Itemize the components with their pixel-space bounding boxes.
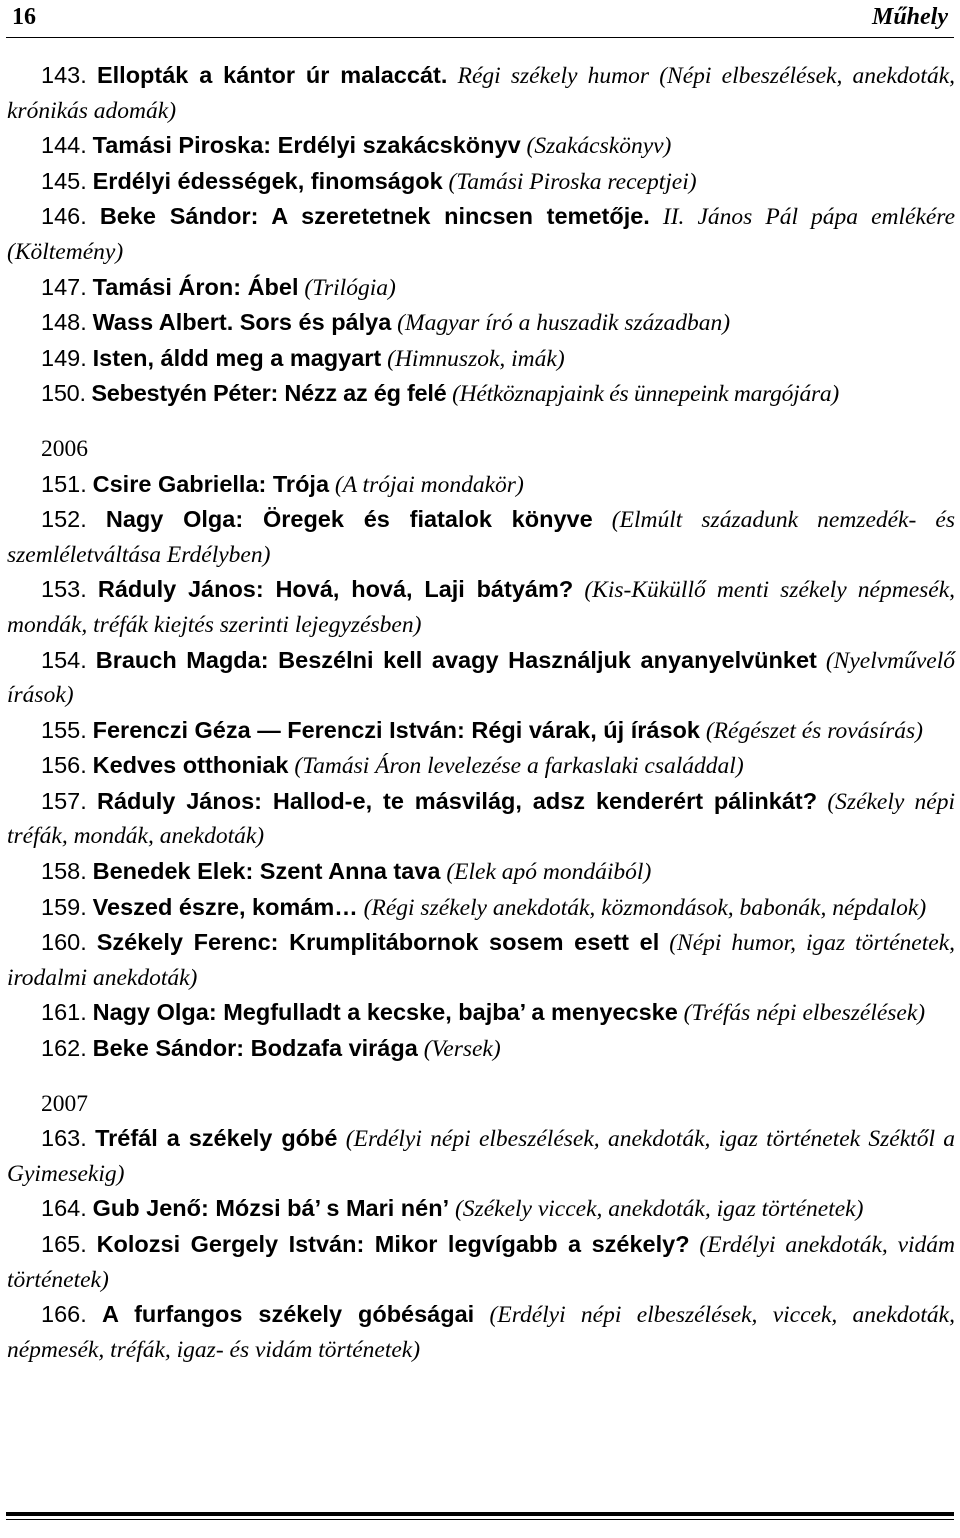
entry-number: 157. <box>41 787 87 814</box>
footer-rule-thin <box>6 1519 954 1520</box>
entry-title: Nagy Olga: Megfulladt a kecske, bajba’ a menyecske <box>92 999 678 1026</box>
list-item <box>7 376 955 412</box>
list-item <box>7 467 955 503</box>
entry-number: 159. <box>41 893 87 920</box>
entry-number: 158. <box>41 858 87 885</box>
list-item <box>7 199 955 269</box>
entry-title: Kedves otthoniak <box>92 752 289 779</box>
section-2007 <box>7 1087 955 1368</box>
list-item <box>7 784 955 854</box>
entry-note: (Elmúlt századunk nemzedék- és szemléletváltása Erdélyben) <box>7 507 956 568</box>
list-item <box>7 854 955 890</box>
entry-number: 151. <box>41 470 87 497</box>
entry-number: 143. <box>41 62 87 88</box>
entry-number: 154. <box>41 646 87 673</box>
entry-number: 165. <box>41 1231 87 1257</box>
entry-title: Veszed észre, komám… <box>92 893 358 920</box>
year-heading: 2007 <box>41 1090 88 1117</box>
entry-note: (A trójai mondakör) <box>334 471 524 498</box>
entry-title: Isten, áldd meg a magyart <box>92 344 382 371</box>
entry-title: Székely Ferenc: Krumplitábornok sosem esett el <box>96 929 660 956</box>
entry-note: (Elek apó mondáiból) <box>446 859 652 886</box>
entry-title: Sebestyén Péter: Nézz az ég felé <box>91 380 447 407</box>
entry-title: Erdélyi édességek, finomságok <box>92 167 443 194</box>
entry-title: Tamási Piroska: Erdélyi szakácskönyv <box>92 132 521 159</box>
entry-title: Nagy Olga: Öregek és fiatalok könyve <box>105 506 593 533</box>
entry-note: (Himnuszok, imák) <box>387 345 565 372</box>
header-rule <box>6 37 954 38</box>
entry-number: 149. <box>41 344 87 371</box>
page-header <box>8 2 952 38</box>
entry-title: A furfangos székely góbéságai <box>102 1301 475 1328</box>
entry-title: Kolozsi Gergely István: Mikor legvígabb a székely? <box>96 1231 690 1257</box>
entry-note: (Hétköznapjaink és ünnepeink margójára) <box>452 381 839 408</box>
list-item <box>7 270 955 306</box>
entry-number: 155. <box>41 716 87 743</box>
entry-title: Ellopták a kántor úr malaccát. <box>96 62 448 88</box>
entry-title: Ráduly János: Hallod-e, te másvilág, adsz kenderért pálinkát? <box>97 787 818 814</box>
entry-note: Régi székely humor (Népi elbeszélések, anekdoták, krónikás adomák) <box>7 63 956 124</box>
entry-number: 152. <box>41 506 87 533</box>
entry-number: 161. <box>41 999 87 1026</box>
entry-number: 164. <box>41 1195 87 1222</box>
entry-title: Csire Gabriella: Trója <box>92 470 330 497</box>
entry-note: (Szakácskönyv) <box>526 133 672 160</box>
running-title: Műhely <box>871 4 948 30</box>
entry-number: 156. <box>41 752 87 779</box>
entry-note: (Tamási Áron levelezése a farkaslaki családdal) <box>294 753 744 780</box>
entry-number: 166. <box>41 1301 87 1328</box>
entry-note: (Kis-Küküllő menti székely népmesék, mondák, tréfák kiejtés szerinti lejegyzésben) <box>7 577 956 638</box>
entry-note: (Erdélyi anekdoták, vidám történetek) <box>7 1232 956 1293</box>
list-item <box>7 572 955 642</box>
entry-number: 148. <box>41 309 87 336</box>
entry-title: Beke Sándor: A szeretetnek nincsen temetője. <box>99 203 650 230</box>
list-item <box>7 305 955 341</box>
entry-title: Benedek Elek: Szent Anna tava <box>92 858 441 885</box>
entry-number: 153. <box>41 576 87 603</box>
entry-number: 160. <box>41 929 87 956</box>
list-item <box>7 925 955 995</box>
list-item <box>7 341 955 377</box>
entry-number: 147. <box>41 273 87 300</box>
entry-title: Beke Sándor: Bodzafa virága <box>92 1035 418 1062</box>
list-item <box>7 1031 955 1067</box>
page-number: 16 <box>12 4 36 30</box>
entry-number: 163. <box>41 1125 87 1152</box>
entry-note: (Tamási Piroska receptjei) <box>448 168 697 195</box>
entry-number: 144. <box>41 132 87 159</box>
list-item <box>7 502 955 572</box>
list-item <box>7 1121 955 1191</box>
list-item <box>7 164 955 200</box>
list-item <box>7 890 955 926</box>
entry-title: Gub Jenő: Mózsi bá’ s Mari nén’ <box>92 1195 450 1222</box>
entry-note: (Régi székely anekdoták, közmondások, babonák, népdalok) <box>363 894 927 921</box>
list-item <box>7 995 955 1031</box>
bibliography-list <box>7 58 955 1367</box>
entry-note: (Magyar író a huszadik században) <box>397 310 731 337</box>
section-2006 <box>7 432 955 1067</box>
entry-title: Tréfál a székely góbé <box>95 1125 338 1152</box>
section-2005 <box>7 58 955 412</box>
list-item <box>7 58 955 128</box>
entry-number: 150. <box>41 380 86 407</box>
entry-title: Ráduly János: Hová, hová, Laji bátyám? <box>97 576 574 603</box>
entry-number: 162. <box>41 1035 87 1062</box>
list-item <box>7 713 955 749</box>
entry-note: (Népi humor, igaz történetek, irodalmi anekdoták) <box>7 930 955 991</box>
entry-note: (Nyelvművelő írások) <box>7 647 956 709</box>
entry-note: II. János Pál pápa emlékére (Költemény) <box>7 204 956 265</box>
list-item <box>7 748 955 784</box>
entry-note: (Erdélyi népi elbeszélések, viccek, anekdoták, népmesék, tréfák, igaz- és vidám történetek) <box>7 1302 955 1363</box>
entry-number: 145. <box>41 167 87 194</box>
entry-number: 146. <box>41 203 87 230</box>
list-item <box>7 128 955 164</box>
year-heading: 2006 <box>41 435 88 462</box>
list-item <box>7 1191 955 1227</box>
entry-title: Tamási Áron: Ábel <box>92 273 299 300</box>
entry-note: (Erdélyi népi elbeszélések, anekdoták, igaz történetek Széktől a Gyimesekig) <box>7 1126 956 1187</box>
footer-rule-thick <box>6 1512 954 1516</box>
entry-note: (Székely népi tréfák, mondák, anekdoták) <box>7 788 956 850</box>
entry-note: (Versek) <box>423 1036 501 1063</box>
entry-title: Wass Albert. Sors és pálya <box>92 309 392 336</box>
list-item <box>7 1297 955 1367</box>
entry-title: Brauch Magda: Beszélni kell avagy Használjuk anyanyelvünket <box>95 646 817 673</box>
entry-title: Ferenczi Géza — Ferenczi István: Régi várak, új írások <box>92 716 700 743</box>
list-item <box>7 643 955 713</box>
entry-note: (Székely viccek, anekdoták, igaz történetek) <box>454 1196 864 1223</box>
entry-note: (Régészet és rovásírás) <box>705 717 923 744</box>
list-item <box>7 1227 955 1297</box>
entry-note: (Tréfás népi elbeszélések) <box>683 1000 926 1027</box>
entry-note: (Trilógia) <box>304 274 396 301</box>
